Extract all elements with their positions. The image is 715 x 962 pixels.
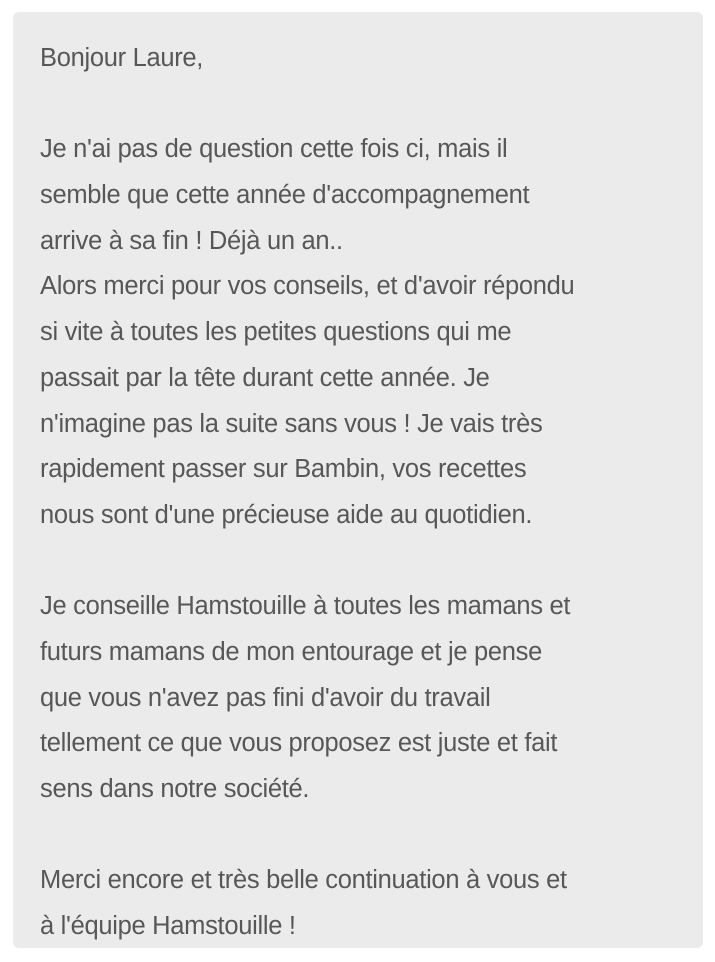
paragraph-line: n'imagine pas la suite sans vous ! Je vais très: [40, 409, 543, 438]
paragraph-line: Merci encore et très belle continuation à vous et: [40, 866, 567, 895]
paragraph-1: [40, 127, 683, 538]
greeting: Bonjour Laure,: [40, 44, 204, 72]
message-body: [40, 36, 683, 950]
paragraph-line: nous sont d'une précieuse aide au quotidien.: [40, 500, 533, 529]
paragraph-line: Je n'ai pas de question cette fois ci, mais il: [40, 135, 508, 164]
paragraph-line: passait par la tête durant cette année. Je: [40, 363, 490, 392]
paragraph-line: sens dans notre société.: [40, 775, 310, 803]
paragraph-line: si vite à toutes les petites questions qui me: [40, 318, 512, 347]
paragraph-line: rapidement passer sur Bambin, vos recettes: [40, 455, 527, 484]
paragraph-2: [40, 584, 683, 812]
paragraph-line: Je conseille Hamstouille à toutes les mamans et: [40, 592, 571, 621]
paragraph-line: à l'équipe Hamstouille !: [40, 912, 296, 941]
paragraph-line: que vous n'avez pas fini d'avoir du travail: [40, 683, 491, 712]
paragraph-spacer: [40, 813, 683, 859]
paragraph-line: arrive à sa fin ! Déjà un an..: [40, 226, 343, 255]
message-card: [13, 12, 703, 948]
paragraph-spacer: [40, 82, 683, 128]
paragraph-line: Alors merci pour vos conseils, et d'avoir répondu: [40, 272, 575, 301]
paragraph-line: tellement ce que vous proposez est juste et fait: [40, 729, 558, 758]
paragraph-3: [40, 858, 683, 949]
paragraph-spacer: [40, 539, 683, 585]
paragraph-line: futurs mamans de mon entourage et je pense: [40, 637, 542, 666]
paragraph-line: semble que cette année d'accompagnement: [40, 181, 530, 210]
